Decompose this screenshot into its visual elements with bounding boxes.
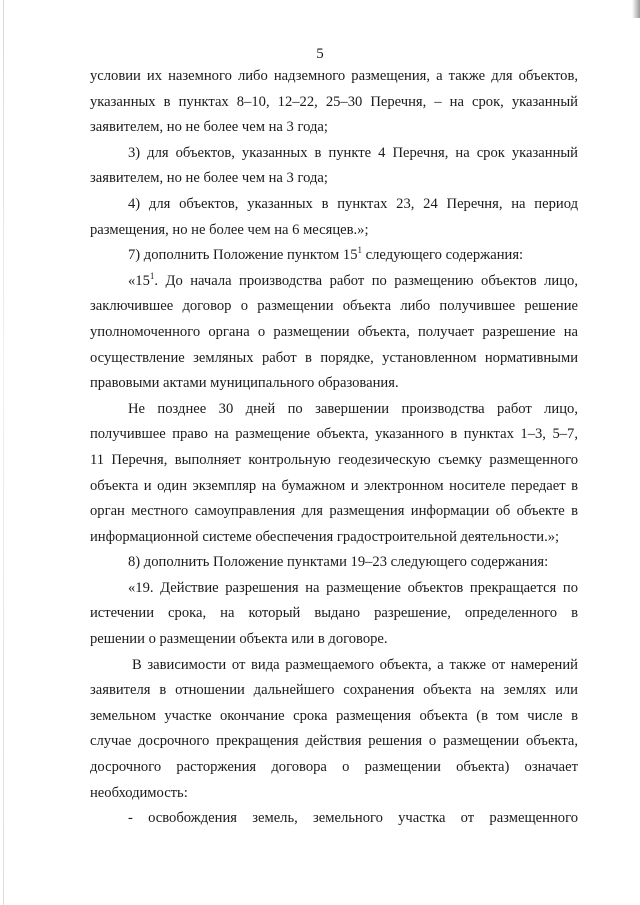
text-line	[90, 653, 578, 679]
document-body	[90, 64, 578, 832]
text-line	[90, 90, 578, 116]
text-line	[90, 474, 578, 500]
text-line	[90, 525, 578, 551]
text-line-content: необходимость:	[90, 784, 188, 801]
text-line-content: объекта и один экземпляр на бумажном и электронном носителе передает в	[90, 477, 578, 494]
text-line	[90, 397, 578, 423]
text-line	[90, 448, 578, 474]
scan-corner-shadow	[632, 0, 640, 18]
page-number: 5	[316, 46, 324, 62]
text-line	[90, 806, 578, 832]
text-line-content: В зависимости от вида размещаемого объекта, а также от намерений	[132, 656, 578, 673]
text-line-content: «15	[128, 272, 150, 289]
text-line-content: 3) для объектов, указанных в пункте 4 Перечня, на срок указанный	[128, 144, 578, 161]
text-line	[90, 269, 578, 295]
text-line	[90, 218, 578, 244]
text-line-content: Не позднее 30 дней по завершении производства работ лицо,	[128, 400, 578, 417]
text-line-continuation: следующего содержания:	[362, 247, 524, 264]
text-line	[90, 192, 578, 218]
superscript: 1	[149, 270, 155, 281]
text-line-content: 8) дополнить Положение пунктами 19–23 следующего содержания:	[128, 554, 549, 571]
text-line-continuation: . До начала производства работ по размещению объектов лицо,	[154, 272, 578, 289]
text-line-content: получившее право на размещение объекта, указанного в пунктах 1–3, 5–7,	[90, 426, 578, 443]
text-line	[90, 346, 578, 372]
text-line-content: условии их наземного либо надземного размещения, а также для объектов,	[90, 68, 578, 84]
text-line	[90, 601, 578, 627]
text-line-content: размещения, но не более чем на 6 месяцев.»;	[90, 221, 369, 238]
text-line	[90, 678, 578, 704]
text-line	[90, 320, 578, 346]
text-line	[90, 64, 578, 90]
text-line-content: истечении срока, на который выдано разрешение, определенного в	[90, 605, 578, 622]
text-line-content: 7) дополнить Положение пунктом 15	[128, 247, 358, 264]
scan-edge-shadow	[3, 0, 4, 905]
text-line	[90, 755, 578, 781]
text-line-content: заявителем, но не более чем на 3 года;	[90, 119, 328, 136]
text-line-content: земельном участке окончание срока размещения объекта (в том числе в	[90, 707, 578, 724]
text-line	[90, 781, 578, 807]
text-line-content: заявителя в отношении дальнейшего сохранения объекта на землях или	[90, 682, 578, 699]
text-line-content: информационной системе обеспечения градостроительной деятельности.»;	[90, 528, 560, 545]
text-line	[90, 422, 578, 448]
text-line-content: правовыми актами муниципального образования.	[90, 375, 399, 392]
text-line	[90, 729, 578, 755]
text-line-content: 11 Перечня, выполняет контрольную геодезическую съемку размещенного	[90, 451, 578, 468]
text-line	[90, 115, 578, 141]
text-line	[90, 243, 578, 269]
text-line-content: 4) для объектов, указанных в пунктах 23, 24 Перечня, на период	[128, 195, 578, 212]
text-line	[90, 550, 578, 576]
text-line	[90, 371, 578, 397]
text-line-content: осуществление земляных работ в порядке, установленном нормативными	[90, 349, 578, 366]
text-line	[90, 704, 578, 730]
text-line	[90, 627, 578, 653]
text-line-content: уполномоченного органа о размещении объекта, получает разрешение на	[90, 323, 578, 340]
text-line	[90, 294, 578, 320]
text-line	[90, 499, 578, 525]
text-line-content: случае досрочного прекращения действия решения о размещении объекта,	[90, 733, 578, 750]
text-line-content: «19. Действие разрешения на размещение объектов прекращается по	[128, 579, 578, 596]
superscript: 1	[357, 245, 362, 256]
text-line	[90, 576, 578, 602]
text-line-content: заявителем, но не более чем на 3 года;	[90, 170, 328, 187]
text-line-content: решении о размещении объекта или в договоре.	[90, 631, 388, 648]
text-line	[90, 141, 578, 167]
text-line-content: заключившее договор о размещении объекта либо получившее решение	[90, 298, 578, 315]
text-line-content: - освобождения земель, земельного участка от размещенного	[128, 810, 578, 827]
text-line-content: указанных в пунктах 8–10, 12–22, 25–30 Перечня, – на срок, указанный	[90, 93, 578, 110]
text-line-content: орган местного самоуправления для размещения информации об объекте в	[90, 503, 578, 520]
text-line-content: досрочного расторжения договора о размещении объекта) означает	[90, 759, 578, 776]
text-line	[90, 166, 578, 192]
